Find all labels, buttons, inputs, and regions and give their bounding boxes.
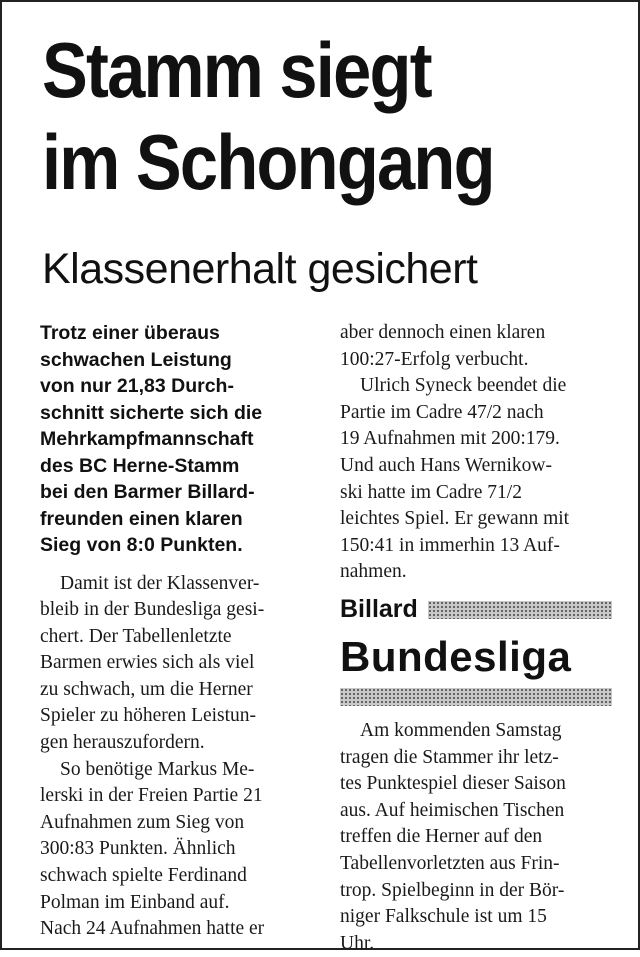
lead-line: Sieg von 8:0 Punkten. — [40, 534, 243, 556]
lead-line: bei den Barmer Billard- — [40, 481, 255, 503]
body-line: ski hatte im Cadre 71/2 — [340, 481, 522, 503]
body-line: chert. Der Tabellenletzte — [40, 625, 232, 647]
body-line: aus. Auf heimischen Tischen — [340, 799, 565, 821]
body-line: treffen die Herner auf den — [340, 826, 543, 848]
subheadline: Klassenerhalt gesichert — [42, 245, 478, 293]
body-line: Barmen erwies sich als viel — [40, 652, 255, 674]
body-line: gen herauszufordern. — [40, 732, 205, 754]
headline — [42, 24, 552, 208]
body-line: trop. Spielbeginn in der Bör- — [340, 879, 565, 901]
body-text-left — [40, 571, 318, 943]
lead-line: schwachen Leistung — [40, 348, 232, 371]
lead-paragraph — [40, 320, 318, 559]
lead-line: Mehrkampfmannschaft — [40, 428, 254, 450]
body-line: Ulrich Syneck beendet die — [360, 375, 567, 397]
lead-line: schnitt sicherte sich die — [40, 401, 263, 424]
lead-line: Trotz einer überaus — [40, 322, 220, 344]
rubric-bottom-bar-row — [340, 688, 612, 706]
body-line: 100:27-Erfolg verbucht. — [340, 348, 529, 370]
body-line: bleib in der Bundesliga gesi- — [40, 599, 265, 621]
body-line: nahmen. — [340, 561, 407, 583]
rubric-screen-bar-bottom — [340, 688, 612, 706]
body-line: lerski in der Freien Partie 21 — [40, 785, 263, 807]
body-line: Damit ist der Klassenver- — [60, 572, 260, 594]
body-line: 19 Aufnahmen mit 200:179. — [340, 428, 560, 450]
body-line: niger Falkschule ist um 15 — [340, 906, 547, 928]
headline-line: im Schongang — [42, 118, 494, 206]
rubric-screen-bar — [428, 601, 612, 619]
body-line: Und auch Hans Wernikow- — [340, 454, 552, 476]
rubric-small-label: Billard — [340, 595, 418, 624]
body-line: Uhr. — [340, 932, 375, 954]
lead-line: von nur 21,83 Durch- — [40, 375, 234, 397]
body-line: So benötige Markus Me- — [60, 758, 255, 780]
body-line: zu schwach, um die Herner — [40, 678, 253, 700]
headline-line: Stamm siegt — [42, 26, 431, 114]
body-line: leichtes Spiel. Er gewann mit — [340, 508, 570, 530]
body-line: Partie im Cadre 47/2 nach — [340, 401, 544, 423]
body-text-right-top — [340, 320, 612, 586]
lead-line: freunden einen klaren — [40, 507, 243, 530]
body-text-right-bottom — [340, 718, 612, 957]
body-line: aber dennoch einen klaren — [340, 322, 546, 343]
left-column — [40, 320, 318, 943]
body-line: tragen die Stammer ihr letz- — [340, 746, 559, 768]
body-line: Tabellenvorletzten aus Frin- — [340, 852, 560, 874]
body-line: tes Punktespiel dieser Saison — [340, 773, 566, 795]
body-line: 300:83 Punkten. Ähnlich — [40, 838, 236, 860]
lead-line: des BC Herne-Stamm — [40, 454, 240, 477]
body-line: 150:41 in immerhin 13 Auf- — [340, 534, 560, 556]
rubric-billard — [340, 592, 612, 628]
body-line: Nach 24 Aufnahmen hatte er — [40, 918, 265, 940]
rubric-big-label: Bundesliga — [340, 632, 572, 680]
body-line: Polman im Einband auf. — [40, 891, 230, 913]
body-line: Aufnahmen zum Sieg von — [40, 811, 245, 833]
body-line: Spieler zu höheren Leistun- — [40, 705, 257, 727]
body-line: Am kommenden Samstag — [360, 719, 562, 741]
right-column — [340, 320, 612, 957]
body-line: schwach spielte Ferdinand — [40, 865, 247, 887]
